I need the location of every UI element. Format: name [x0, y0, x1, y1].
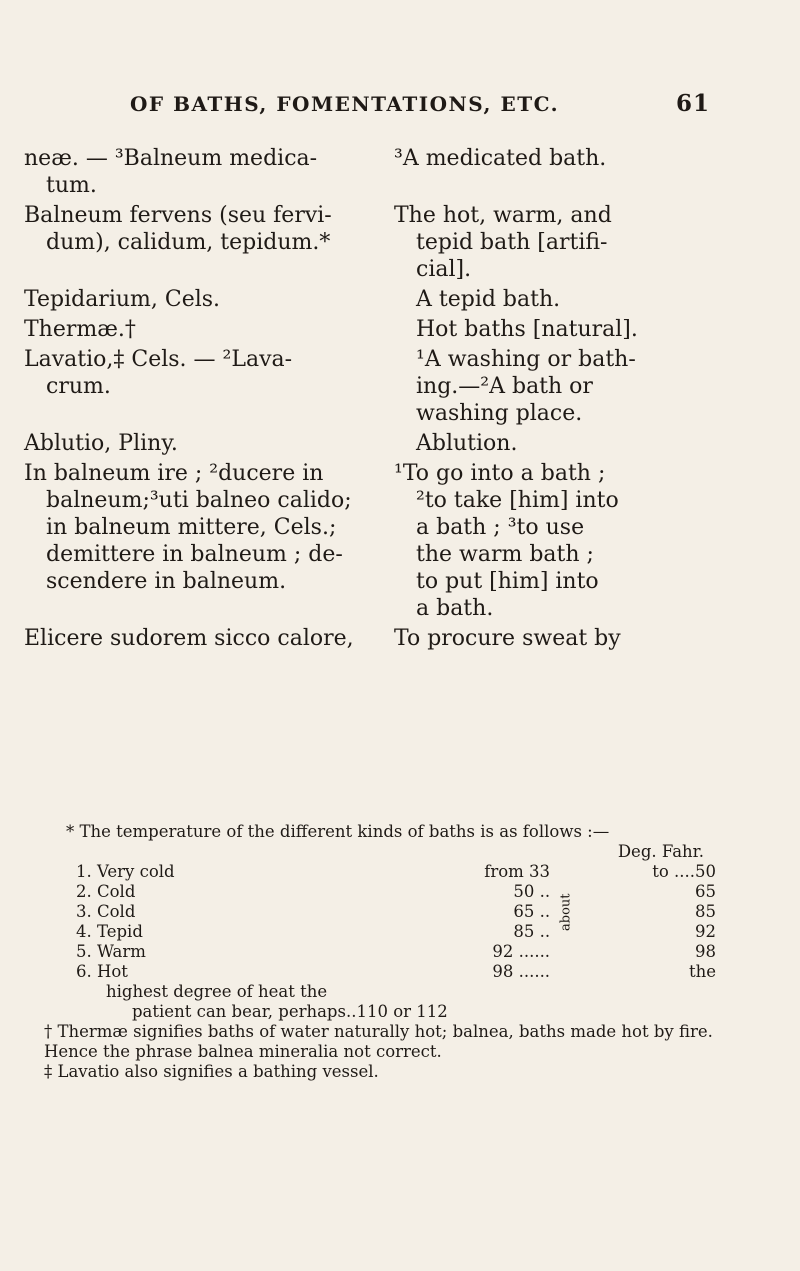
latin-line: Balneum fervens (seu fervi- [24, 203, 332, 228]
latin-column [0, 202, 382, 283]
english-column [382, 625, 782, 652]
temp-from: 85 .. [513, 922, 551, 941]
english-line: ¹To go into a bath ; [394, 461, 606, 486]
temp-to: 92 [695, 922, 716, 941]
english-line: Hot baths [natural]. [416, 317, 638, 342]
english-column [382, 316, 782, 343]
latin-line: Lavatio,‡ Cels. — ²Lava- [24, 347, 293, 372]
latin-line: tum. [46, 173, 97, 198]
latin-line: Ablutio, Pliny. [24, 431, 178, 456]
table-row [76, 942, 716, 962]
degree-header: Deg. Fahr. [617, 842, 704, 861]
english-line: a bath. [416, 596, 494, 621]
temp-to: to ....50 [652, 862, 716, 881]
latin-line: balneum;³uti balneo calido; [46, 488, 352, 513]
entry-list [0, 145, 800, 655]
temp-from: 65 .. [513, 902, 551, 921]
latin-line: Tepidarium, Cels. [24, 287, 221, 312]
entry-row [0, 430, 800, 457]
table-row [76, 922, 716, 942]
entry-row [0, 346, 800, 427]
latin-line: In balneum ire ; ²ducere in [24, 461, 324, 486]
english-line: ¹A washing or bath- [416, 347, 636, 372]
temperature-table [76, 862, 716, 982]
latin-line: crum. [46, 374, 111, 399]
table-row [76, 962, 716, 982]
english-line: ³A medicated bath. [394, 146, 607, 171]
temp-to: the [688, 962, 716, 981]
english-column [382, 460, 782, 622]
latin-line: neæ. — ³Balneum medica- [24, 146, 318, 171]
temp-from: 98 ...... [492, 962, 551, 981]
temp-to: 85 [695, 902, 716, 921]
temp-from: 50 .. [513, 882, 551, 901]
english-column [382, 430, 782, 457]
entry-row [0, 625, 800, 652]
english-line: to put [him] into [416, 569, 599, 594]
temp-label: 4. Tepid [76, 922, 143, 941]
table-row [76, 882, 716, 902]
english-column [382, 286, 782, 313]
latin-column [0, 625, 382, 652]
english-column [382, 346, 782, 427]
temp-label: 3. Cold [76, 902, 136, 921]
latin-column [0, 316, 382, 343]
latin-column [0, 286, 382, 313]
footnotes [44, 822, 744, 1082]
entry-row [0, 286, 800, 313]
footnote-thermae: † Thermæ signifies baths of water naturally hot; balnea, baths made hot by fire. Hence the phrase balnea mineralia not correct. [44, 1022, 713, 1061]
footnote-lavatio: ‡ Lavatio also signifies a bathing vessel. [44, 1062, 379, 1081]
english-column [382, 145, 782, 199]
latin-column [0, 460, 382, 622]
entry-row [0, 145, 800, 199]
english-line: ing.—²A bath or [416, 374, 593, 399]
table-row [76, 862, 716, 882]
latin-column [0, 346, 382, 427]
temp-to: 65 [695, 882, 716, 901]
english-column [382, 202, 782, 283]
temp-label: 2. Cold [76, 882, 136, 901]
temp-label: 5. Warm [76, 942, 146, 961]
english-line: the warm bath ; [416, 542, 594, 567]
temp-label: 1. Very cold [76, 862, 175, 881]
english-line: The hot, warm, and [394, 203, 612, 228]
latin-column [0, 430, 382, 457]
entry-row [0, 202, 800, 283]
latin-line: Elicere sudorem sicco calore, [24, 626, 354, 651]
english-line: cial]. [416, 257, 472, 282]
english-line: Ablution. [416, 431, 518, 456]
footnote-temperature-intro: * The temperature of the different kinds of baths is as follows :— [66, 822, 610, 841]
latin-line: scendere in balneum. [46, 569, 287, 594]
english-line: a bath ; ³to use [416, 515, 585, 540]
page-number: 61 [675, 90, 710, 117]
latin-line: in balneum mittere, Cels.; [46, 515, 337, 540]
english-line: tepid bath [artifi- [416, 230, 608, 255]
highest-degree-line: patient can bear, perhaps..110 or 112 [132, 1002, 448, 1021]
english-line: washing place. [416, 401, 583, 426]
highest-degree-line: highest degree of heat the [106, 982, 328, 1001]
english-line: To procure sweat by [394, 626, 621, 651]
latin-line: dum), calidum, tepidum.* [46, 230, 331, 255]
table-row [76, 902, 716, 922]
latin-line: demittere in balneum ; de- [46, 542, 343, 567]
about-label: about [558, 893, 574, 931]
entry-row [0, 316, 800, 343]
temp-to: 98 [695, 942, 716, 961]
temp-label: 6. Hot [76, 962, 128, 981]
english-line: ²to take [him] into [416, 488, 619, 513]
page-title: OF BATHS, FOMENTATIONS, ETC. [130, 92, 560, 116]
latin-line: Thermæ.† [24, 317, 136, 342]
entry-row [0, 460, 800, 622]
latin-column [0, 145, 382, 199]
english-line: A tepid bath. [416, 287, 561, 312]
running-header [130, 90, 710, 117]
temp-from: from 33 [484, 862, 551, 881]
temp-from: 92 ...... [492, 942, 551, 961]
